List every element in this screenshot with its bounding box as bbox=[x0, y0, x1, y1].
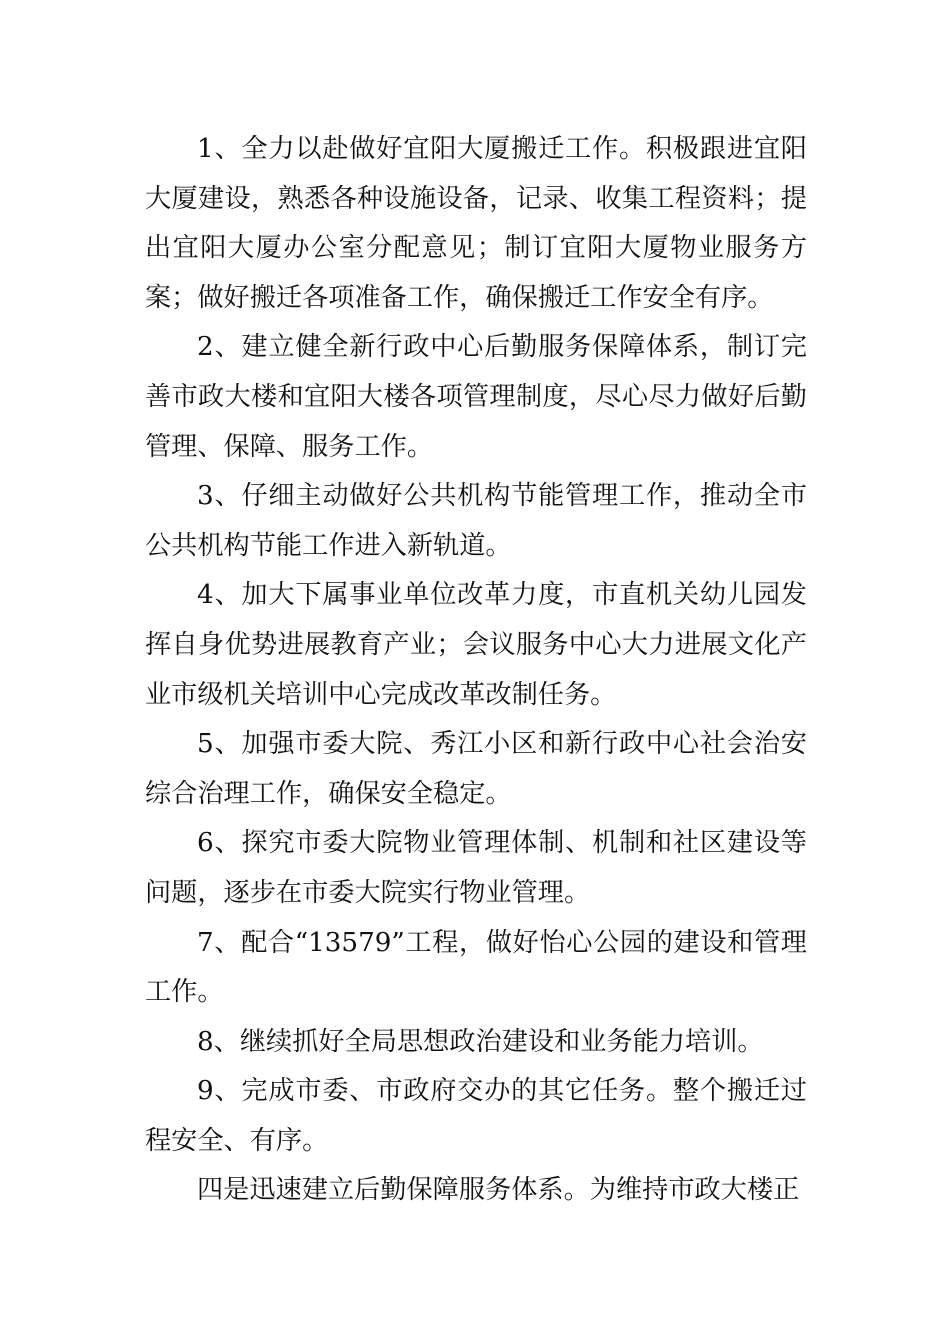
paragraph-8: 8、继续抓好全局思想政治建设和业务能力培训。 bbox=[197, 1026, 764, 1057]
paragraph-2: 2、建立健全新行政中心后勤服务保障体系，制订完善市政大楼和宜阳大楼各项管理制度，尽心尽力做好后勤管理、保障、服务工作。 bbox=[145, 332, 807, 462]
paragraph-3: 3、仔细主动做好公共机构节能管理工作，推动全市公共机构节能工作进入新轨道。 bbox=[145, 481, 807, 561]
paragraph-6: 6、探究市委大院物业管理体制、机制和社区建设等问题，逐步在市委大院实行物业管理。 bbox=[145, 828, 807, 908]
paragraph-5: 5、加强市委大院、秀江小区和新行政中心社会治安综合治理工作，确保安全稳定。 bbox=[145, 729, 807, 809]
paragraph-1: 1、全力以赴做好宜阳大厦搬迁工作。积极跟进宜阳大厦建设，熟悉各种设施设备，记录、收集工程资料；提出宜阳大厦办公室分配意见；制订宜阳大厦物业服务方案；做好搬迁各项准备工作，确保搬迁工作安全有序。 bbox=[145, 134, 807, 313]
document-body bbox=[145, 125, 807, 1216]
paragraph-9: 9、完成市委、市政府交办的其它任务。整个搬迁过程安全、有序。 bbox=[145, 1076, 807, 1156]
paragraph-4: 4、加大下属事业单位改革力度，市直机关幼儿园发挥自身优势进展教育产业；会议服务中心大力进展文化产业市级机关培训中心完成改革改制任务。 bbox=[145, 580, 807, 710]
paragraph-10: 四是迅速建立后勤保障服务体系。为维持市政大楼正 bbox=[197, 1175, 800, 1206]
paragraph-7: 7、配合“13579”工程，做好怡心公园的建设和管理工作。 bbox=[145, 927, 807, 1008]
